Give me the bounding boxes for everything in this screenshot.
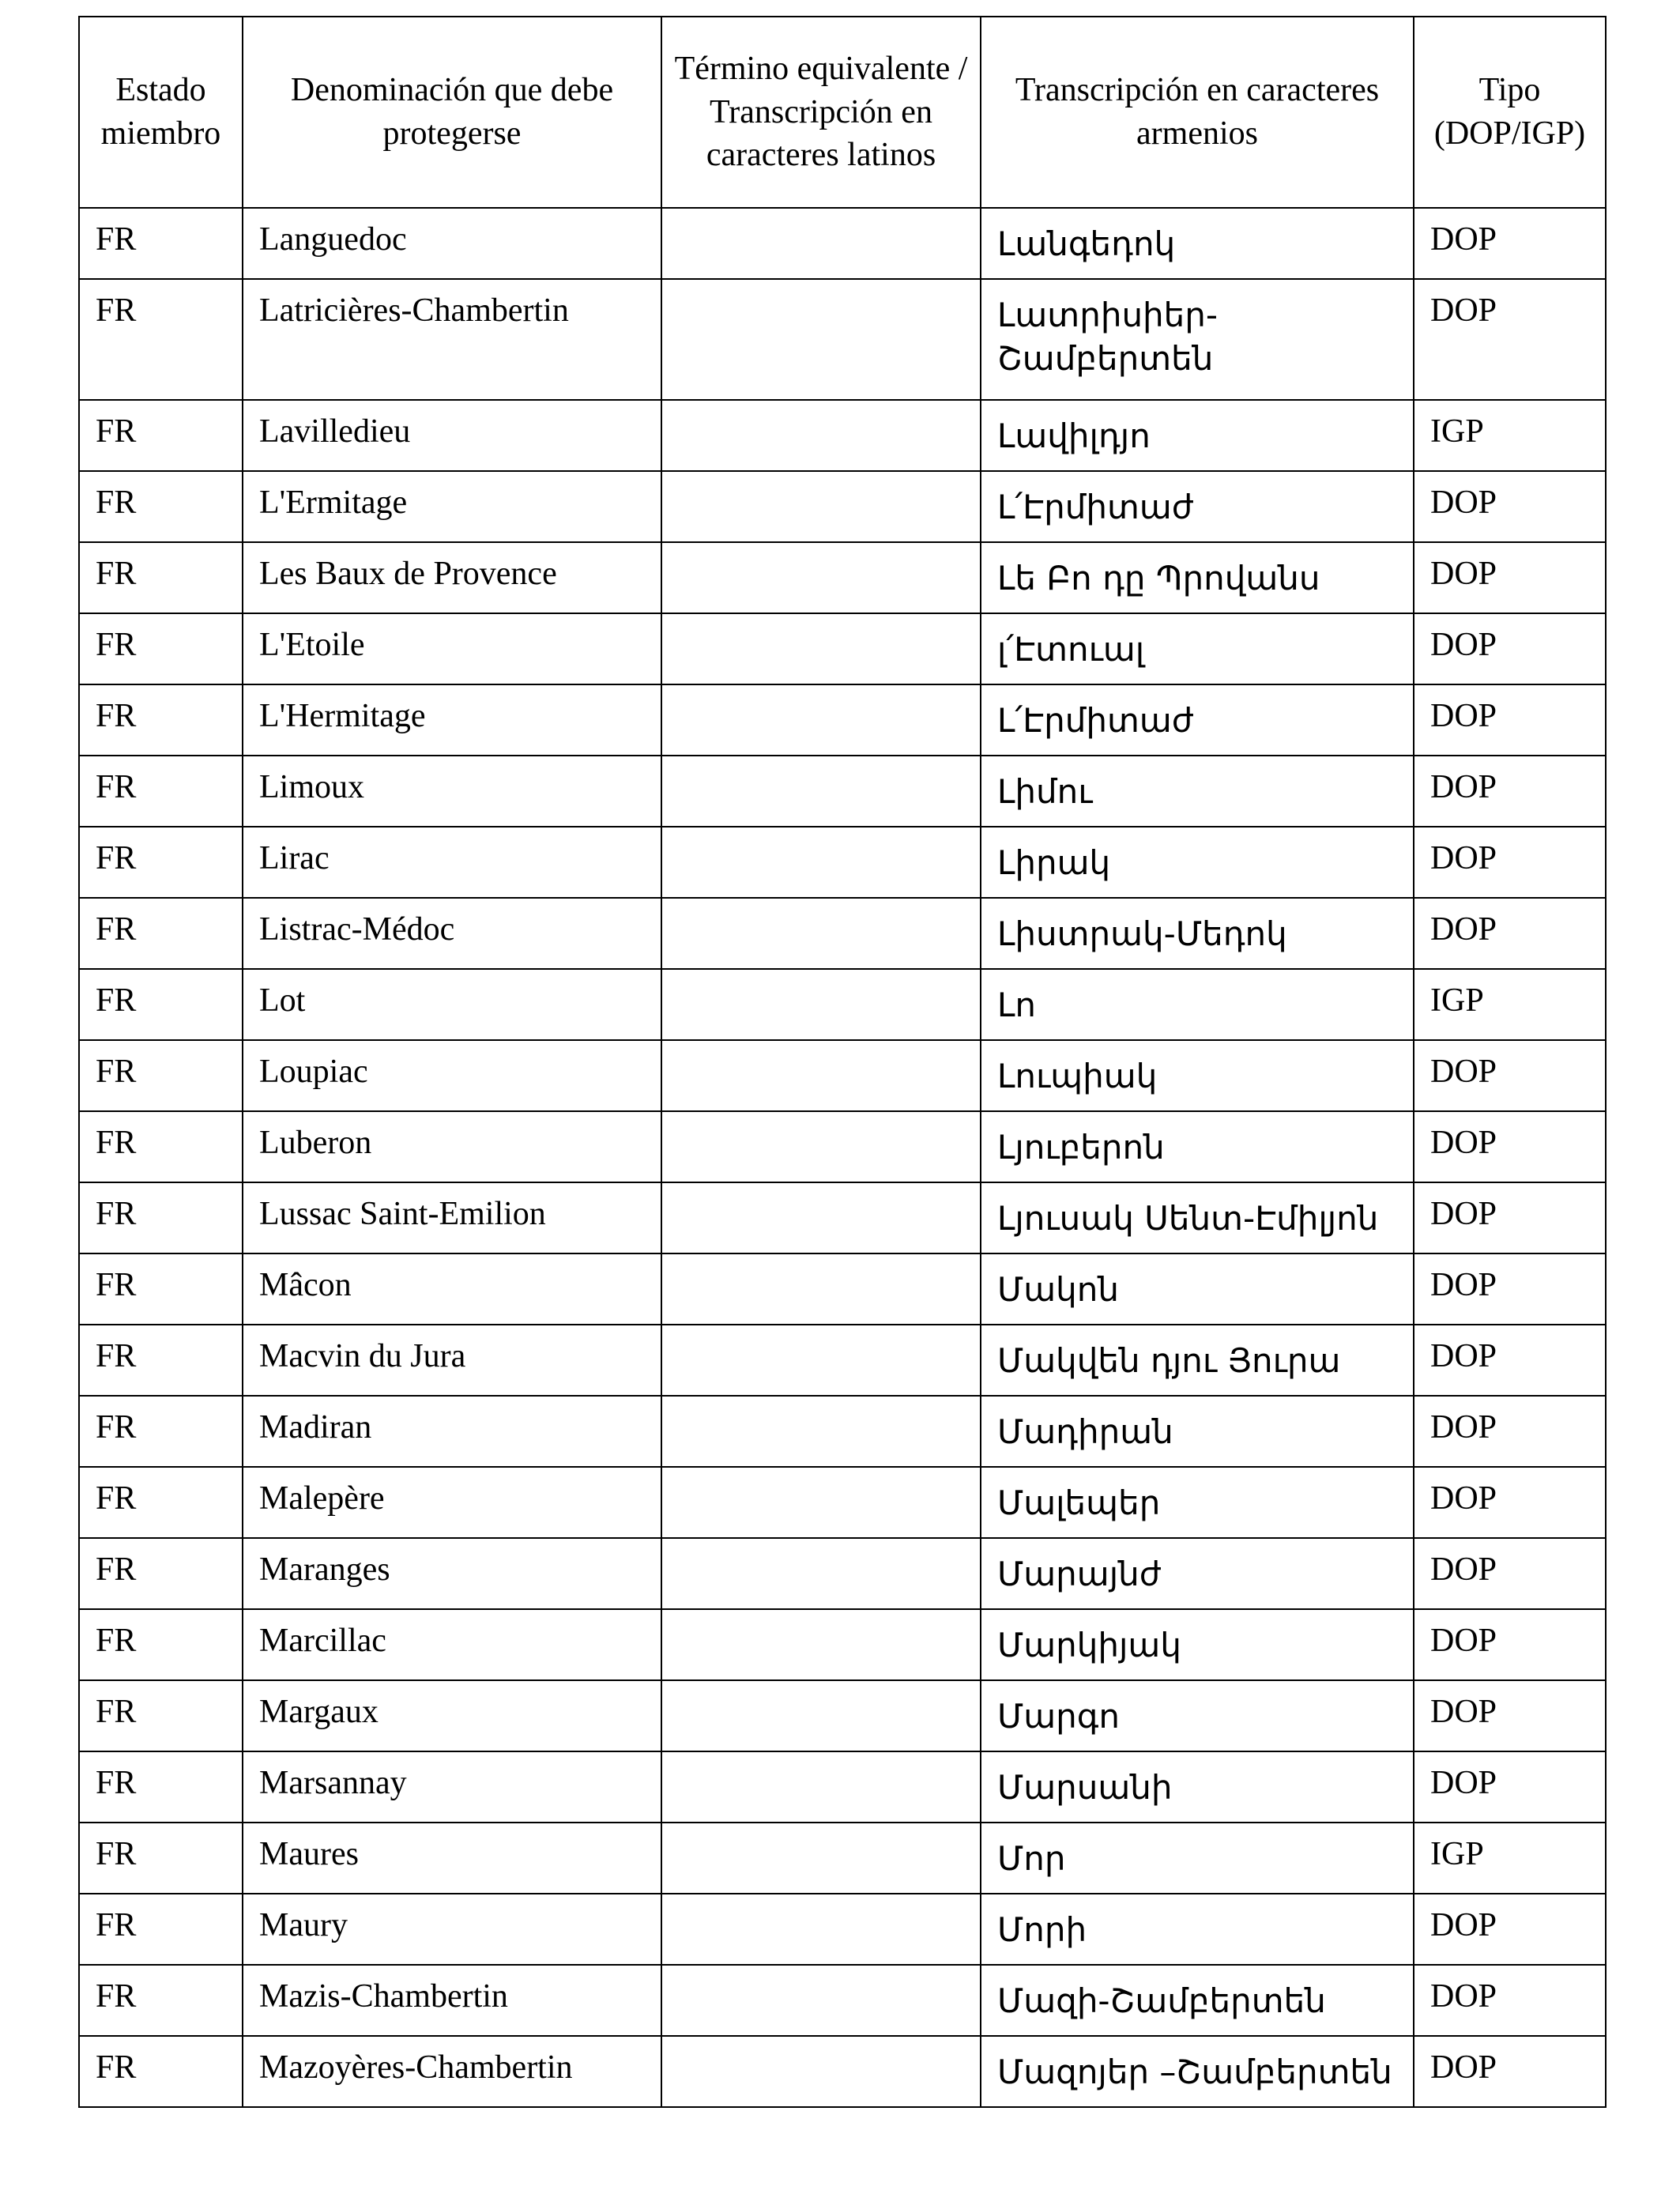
cell-type: DOP [1414,1253,1606,1325]
cell-armenian-transcription [981,1040,1414,1111]
cell-protected-name: L'Etoile [243,613,661,684]
table-row [79,1325,1606,1396]
cell-equivalent-term [661,1253,981,1325]
cell-type: DOP [1414,898,1606,969]
table-row [79,279,1606,400]
cell-armenian-transcription [981,1538,1414,1609]
cell-type: IGP [1414,400,1606,471]
cell-protected-name: Listrac-Médoc [243,898,661,969]
cell-type: DOP [1414,613,1606,684]
armenian-text: Լ՛Էրմիտաժ [997,488,1194,526]
cell-member-state: FR [79,208,243,279]
cell-protected-name: Lirac [243,827,661,898]
cell-protected-name: Maures [243,1823,661,1894]
cell-armenian-transcription [981,1609,1414,1680]
cell-member-state: FR [79,1965,243,2036]
table-row [79,1680,1606,1751]
cell-member-state: FR [79,1182,243,1253]
cell-type: DOP [1414,827,1606,898]
table-row [79,208,1606,279]
cell-protected-name: Margaux [243,1680,661,1751]
cell-equivalent-term [661,542,981,613]
cell-equivalent-term [661,969,981,1040]
armenian-text: Լյուսակ Սենտ-Էմիլյոն [997,1199,1379,1238]
cell-armenian-transcription [981,471,1414,542]
cell-member-state: FR [79,1253,243,1325]
cell-equivalent-term [661,1538,981,1609]
cell-armenian-transcription [981,542,1414,613]
cell-member-state: FR [79,542,243,613]
cell-member-state: FR [79,827,243,898]
table-row [79,898,1606,969]
cell-type: DOP [1414,471,1606,542]
cell-type: IGP [1414,969,1606,1040]
cell-type: DOP [1414,1894,1606,1965]
cell-member-state: FR [79,1751,243,1823]
cell-type: DOP [1414,1965,1606,2036]
cell-armenian-transcription [981,969,1414,1040]
armenian-text: Մորի [997,1910,1087,1949]
armenian-text: Մարսանի [997,1768,1173,1807]
cell-armenian-transcription [981,827,1414,898]
cell-protected-name: Latricières-Chambertin [243,279,661,400]
table-row [79,1965,1606,2036]
armenian-text: Լիրակ [997,843,1111,882]
armenian-text: Մազոյեր –Շամբերտեն [997,2053,1392,2091]
cell-type: DOP [1414,1111,1606,1182]
cell-member-state: FR [79,2036,243,2107]
cell-protected-name: Loupiac [243,1040,661,1111]
cell-member-state: FR [79,1538,243,1609]
cell-type: DOP [1414,279,1606,400]
cell-member-state: FR [79,471,243,542]
table-row [79,1538,1606,1609]
cell-member-state: FR [79,1894,243,1965]
cell-member-state: FR [79,1823,243,1894]
cell-armenian-transcription [981,1253,1414,1325]
armenian-text: Լյուբերոն [997,1128,1165,1167]
designations-table [78,16,1607,2108]
armenian-text: Լանգեդոկ [997,224,1176,263]
table-row [79,613,1606,684]
armenian-text: Մակվեն դյու Յուրա [997,1341,1341,1380]
cell-armenian-transcription [981,1111,1414,1182]
cell-protected-name: Maury [243,1894,661,1965]
table-row [79,756,1606,827]
cell-member-state: FR [79,279,243,400]
cell-member-state: FR [79,400,243,471]
cell-type: DOP [1414,1396,1606,1467]
cell-armenian-transcription [981,1680,1414,1751]
armenian-text: Մազի-Շամբերտեն [997,1981,1326,2020]
cell-type: DOP [1414,1182,1606,1253]
header-type: Tipo (DOP/IGP) [1414,17,1606,208]
cell-armenian-transcription [981,898,1414,969]
cell-equivalent-term [661,471,981,542]
armenian-text: Մոր [997,1839,1066,1878]
armenian-text: Լավիլդյո [997,417,1151,455]
cell-type: DOP [1414,1325,1606,1396]
table-row [79,471,1606,542]
cell-protected-name: Lavilledieu [243,400,661,471]
cell-type: DOP [1414,542,1606,613]
cell-protected-name: Languedoc [243,208,661,279]
table-row [79,1609,1606,1680]
cell-armenian-transcription [981,684,1414,756]
cell-armenian-transcription [981,1396,1414,1467]
cell-type: DOP [1414,684,1606,756]
cell-equivalent-term [661,1751,981,1823]
cell-member-state: FR [79,756,243,827]
cell-type: DOP [1414,756,1606,827]
armenian-text: Լո [997,986,1037,1024]
table-row [79,684,1606,756]
cell-protected-name: Mazis-Chambertin [243,1965,661,2036]
cell-protected-name: Lussac Saint-Emilion [243,1182,661,1253]
cell-member-state: FR [79,1467,243,1538]
cell-equivalent-term [661,1680,981,1751]
cell-protected-name: Lot [243,969,661,1040]
table-row [79,1111,1606,1182]
table-row [79,1751,1606,1823]
cell-armenian-transcription [981,756,1414,827]
cell-equivalent-term [661,1182,981,1253]
cell-protected-name: Macvin du Jura [243,1325,661,1396]
cell-member-state: FR [79,1396,243,1467]
cell-equivalent-term [661,1965,981,2036]
cell-equivalent-term [661,684,981,756]
cell-equivalent-term [661,2036,981,2107]
header-equivalent-term: Término equivalente / Transcripción en caracteres latinos [661,17,981,208]
armenian-text: Մարգո [997,1697,1121,1736]
cell-armenian-transcription [981,1823,1414,1894]
cell-equivalent-term [661,1467,981,1538]
cell-armenian-transcription [981,1965,1414,2036]
armenian-text: լ՛Էտուալ [997,630,1145,669]
table-body [79,208,1606,2107]
armenian-text: Մալեպեր [997,1483,1161,1522]
armenian-text: Լիստրակ-Մեդոկ [997,914,1287,953]
cell-member-state: FR [79,898,243,969]
cell-type: DOP [1414,1751,1606,1823]
cell-protected-name: Mâcon [243,1253,661,1325]
cell-equivalent-term [661,756,981,827]
cell-type: DOP [1414,1040,1606,1111]
cell-equivalent-term [661,208,981,279]
table-row [79,400,1606,471]
cell-armenian-transcription [981,1751,1414,1823]
header-protected-name: Denominación que debe protegerse [243,17,661,208]
cell-protected-name: Marcillac [243,1609,661,1680]
armenian-text: Լե Բո դը Պրովանս [997,559,1320,598]
cell-armenian-transcription [981,1894,1414,1965]
cell-protected-name: Maranges [243,1538,661,1609]
cell-protected-name: Luberon [243,1111,661,1182]
cell-armenian-transcription [981,400,1414,471]
cell-type: DOP [1414,1609,1606,1680]
cell-protected-name: Mazoyères-Chambertin [243,2036,661,2107]
cell-member-state: FR [79,613,243,684]
cell-type: DOP [1414,1467,1606,1538]
cell-member-state: FR [79,684,243,756]
armenian-text: Մարկիյակ [997,1626,1181,1664]
cell-armenian-transcription [981,2036,1414,2107]
cell-equivalent-term [661,827,981,898]
cell-protected-name: L'Hermitage [243,684,661,756]
cell-type: DOP [1414,1538,1606,1609]
cell-equivalent-term [661,1040,981,1111]
cell-member-state: FR [79,1609,243,1680]
cell-armenian-transcription [981,279,1414,400]
cell-type: DOP [1414,2036,1606,2107]
cell-type: IGP [1414,1823,1606,1894]
table-row [79,1823,1606,1894]
table-row [79,2036,1606,2107]
cell-equivalent-term [661,1894,981,1965]
cell-armenian-transcription [981,1182,1414,1253]
cell-member-state: FR [79,1680,243,1751]
cell-equivalent-term [661,400,981,471]
cell-equivalent-term [661,898,981,969]
table-row [79,1182,1606,1253]
armenian-text: Լուպիակ [997,1057,1158,1095]
cell-equivalent-term [661,1325,981,1396]
cell-protected-name: L'Ermitage [243,471,661,542]
cell-armenian-transcription [981,208,1414,279]
cell-protected-name: Malepère [243,1467,661,1538]
cell-armenian-transcription [981,1467,1414,1538]
cell-type: DOP [1414,1680,1606,1751]
cell-protected-name: Madiran [243,1396,661,1467]
cell-member-state: FR [79,1040,243,1111]
cell-protected-name: Limoux [243,756,661,827]
table-row [79,1253,1606,1325]
cell-equivalent-term [661,1823,981,1894]
cell-member-state: FR [79,1325,243,1396]
cell-member-state: FR [79,1111,243,1182]
table-row [79,969,1606,1040]
armenian-text: Մակոն [997,1270,1120,1309]
table-row [79,542,1606,613]
table-row [79,1396,1606,1467]
armenian-text: Լ՛Էրմիտաժ [997,701,1194,740]
cell-equivalent-term [661,1111,981,1182]
table-row [79,827,1606,898]
cell-equivalent-term [661,613,981,684]
armenian-text: Մադիրան [997,1412,1173,1451]
table-row [79,1467,1606,1538]
cell-equivalent-term [661,279,981,400]
cell-type: DOP [1414,208,1606,279]
cell-armenian-transcription [981,613,1414,684]
armenian-text: Մարայնժ [997,1555,1162,1593]
armenian-text: Լատրիսիեր- Շամբերտեն [997,296,1219,378]
table-row [79,1040,1606,1111]
table-row [79,1894,1606,1965]
cell-member-state: FR [79,969,243,1040]
cell-armenian-transcription [981,1325,1414,1396]
cell-equivalent-term [661,1396,981,1467]
header-member-state: Estado miembro [79,17,243,208]
armenian-text: Լիմու [997,772,1093,811]
cell-protected-name: Marsannay [243,1751,661,1823]
cell-protected-name: Les Baux de Provence [243,542,661,613]
cell-equivalent-term [661,1609,981,1680]
header-row [79,17,1606,208]
header-armenian-transcription: Transcripción en caracteres armenios [981,17,1414,208]
